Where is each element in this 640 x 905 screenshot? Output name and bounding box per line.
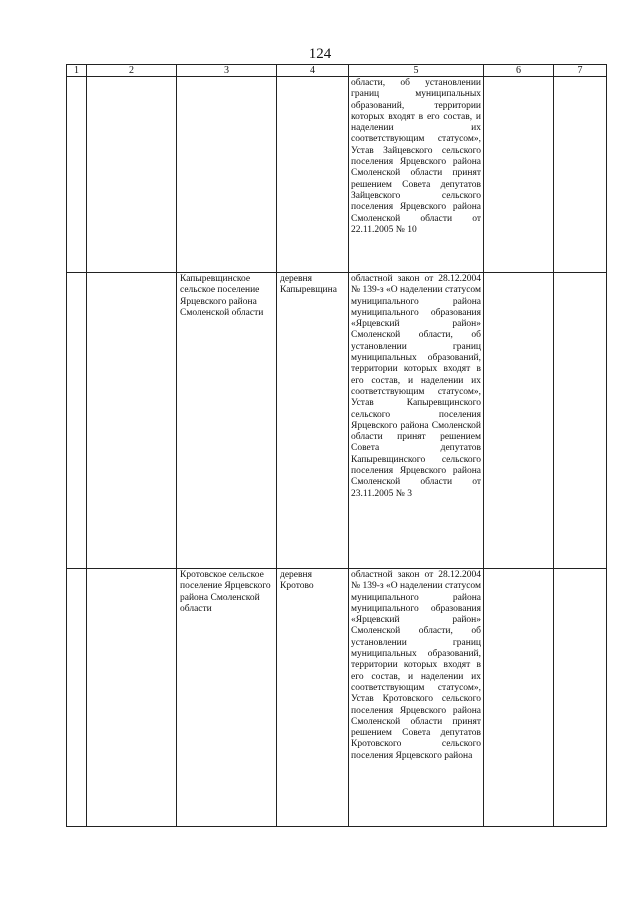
- legal-basis: области, об установлении границ муниципальных образований, территории которых входят в его состав, и наделении их соответствующим статусом», Устав Зайцевского сельского поселения Ярцевского района Смоленской области принят решением Совета депутатов Зайцевского сельского поселения Ярцевского района Смоленской области от 22.11.2005 № 10: [349, 77, 484, 273]
- settlement-name: Кротовское сельское поселение Ярцевского района Смоленской области: [177, 569, 277, 827]
- settlement-name: [177, 77, 277, 273]
- cell-col7: [554, 569, 607, 827]
- administrative-center: деревня Кротово: [277, 569, 349, 827]
- cell-col7: [554, 77, 607, 273]
- table-row: [67, 273, 607, 569]
- page-number: 124: [308, 46, 332, 62]
- table-row: [67, 77, 607, 273]
- cell-col2: [87, 77, 177, 273]
- cell-col6: [484, 273, 554, 569]
- header-row: [67, 65, 607, 77]
- settlement-name: Капыревщинское сельское поселение Ярцевского района Смоленской области: [177, 273, 277, 569]
- cell-col2: [87, 569, 177, 827]
- cell-col6: [484, 77, 554, 273]
- administrative-center: [277, 77, 349, 273]
- cell-col7: [554, 273, 607, 569]
- cell-col1: [67, 273, 87, 569]
- column-header-7: 7: [554, 65, 607, 77]
- legal-basis: областной закон от 28.12.2004 № 139-з «О наделении статусом муниципального района муниципального образования «Ярцевский район» Смоленской области, об установлении границ муниципальных образований, территории которых входят в его состав, и наделении их соответствующим статусом», Устав Капыревщинского сельского поселения Ярцевского района Смоленской области принят решением Совета депутатов Капыревщинского сельского поселения Ярцевского района Смоленской области от 23.11.2005 № 3: [349, 273, 484, 569]
- cell-col1: [67, 77, 87, 273]
- cell-col6: [484, 569, 554, 827]
- column-header-1: 1: [67, 65, 87, 77]
- column-header-5: 5: [349, 65, 484, 77]
- column-header-3: 3: [177, 65, 277, 77]
- legal-basis: областной закон от 28.12.2004 № 139-з «О наделении статусом муниципального района муниципального образования «Ярцевский район» Смоленской области, об установлении границ муниципальных образований, территории которых входят в его состав, и наделении их соответствующим статусом», Устав Кротовского сельского поселения Ярцевского района Смоленской области принят решением Совета депутатов Кротовского сельского поселения Ярцевского района: [349, 569, 484, 827]
- column-header-6: 6: [484, 65, 554, 77]
- cell-col1: [67, 569, 87, 827]
- column-header-2: 2: [87, 65, 177, 77]
- cell-col2: [87, 273, 177, 569]
- column-header-4: 4: [277, 65, 349, 77]
- administrative-center: деревня Капыревщина: [277, 273, 349, 569]
- registry-table: [66, 64, 607, 827]
- table-row: [67, 569, 607, 827]
